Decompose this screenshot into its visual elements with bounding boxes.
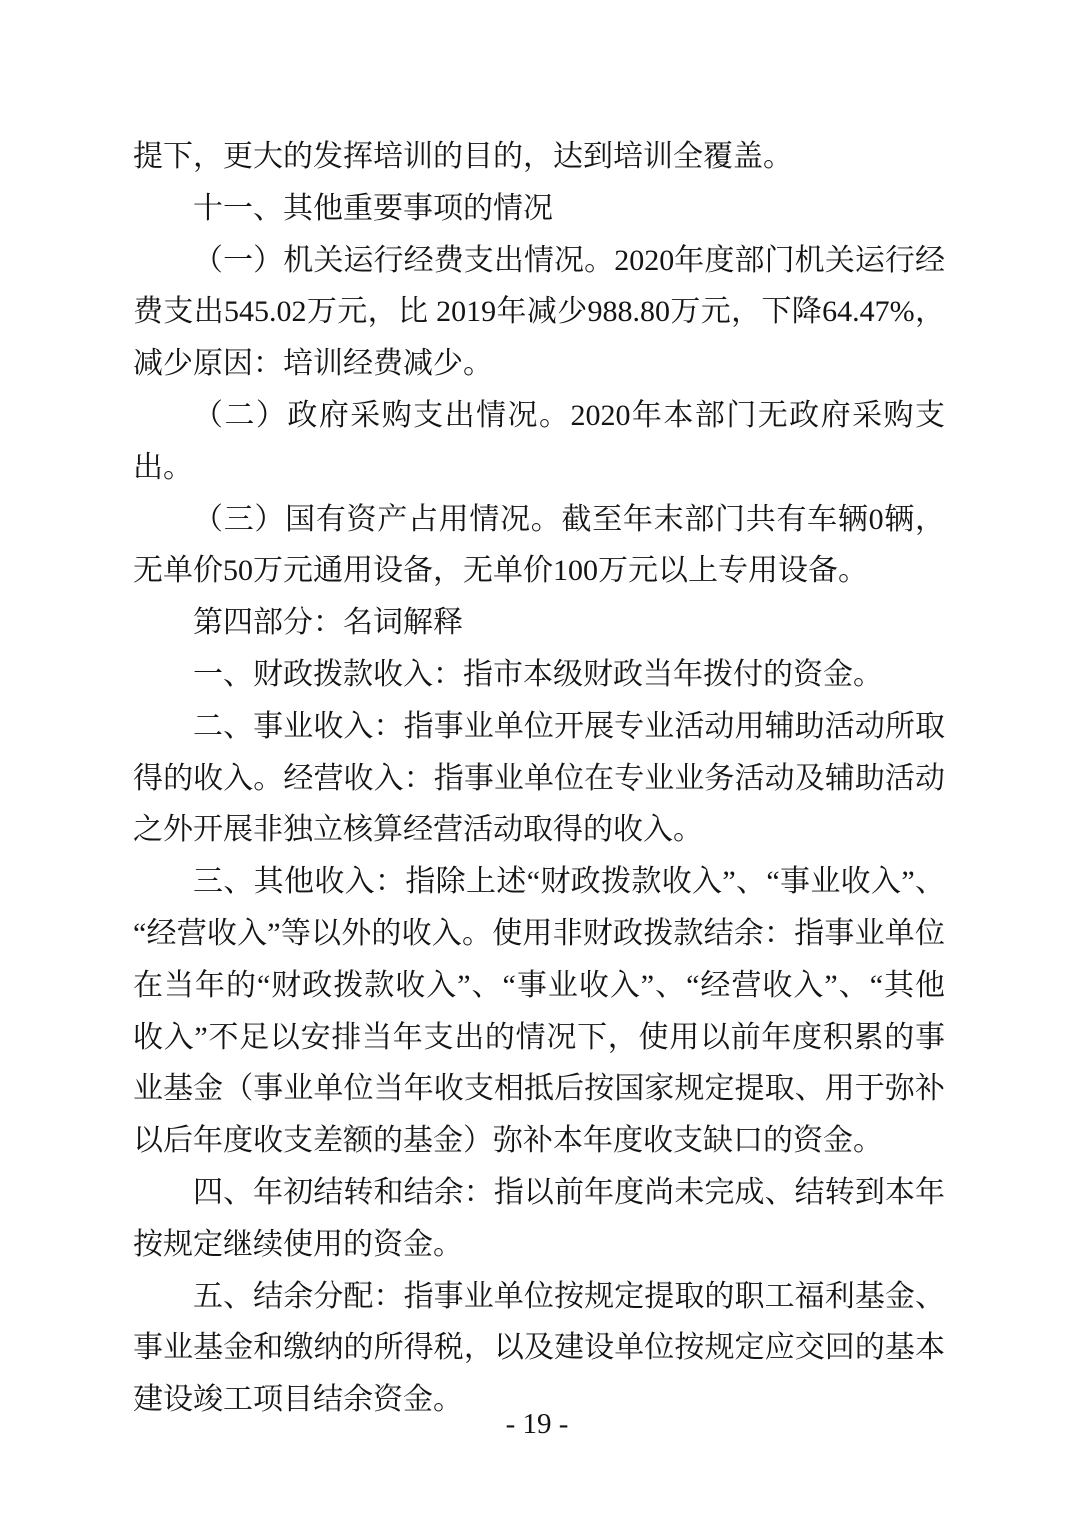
paragraph-operating-expense: （一）机关运行经费支出情况。2020年度部门机关运行经费支出545.02万元，比 2019年减少988.80万元，下降64.47%，减少原因：培训经费减少。 [133,243,945,381]
definition-carryover-and-surplus: 四、年初结转和结余：指以前年度尚未完成、结转到本年按规定继续使用的资金。 [133,1175,945,1261]
paragraph-continuation: 提下，更大的发挥培训的目的，达到培训全覆盖。 [133,140,793,173]
paragraph-government-procurement: （二）政府采购支出情况。2020年本部门无政府采购支出。 [133,398,945,484]
section-heading-glossary: 第四部分：名词解释 [193,606,463,640]
definition-surplus-distribution: 五、结余分配：指事业单位按规定提取的职工福利基金、事业基金和缴纳的所得税，以及建设单位按规定应交回的基本建设竣工项目结余资金。 [133,1279,945,1417]
paragraph-state-assets: （三）国有资产占用情况。截至年末部门共有车辆0辆，无单价50万元通用设备，无单价100万元以上专用设备。 [133,502,945,588]
document-body [133,131,945,1426]
page-footer [0,1404,1074,1444]
definition-other-income: 三、其他收入：指除上述“财政拨款收入”、“事业收入”、“经营收入”等以外的收入。使用非财政拨款结余：指事业单位在当年的“财政拨款收入”、“事业收入”、“经营收入”、“其他收入”不足以安排当年支出的情况下，使用以前年度积累的事业基金（事业单位当年收支相抵后按国家规定提取、用于弥补以后年度收支差额的基金）弥补本年度收支缺口的资金。 [133,865,945,1158]
definition-fiscal-appropriation-income: 一、财政拨款收入：指市本级财政当年拨付的资金。 [193,657,883,691]
section-heading-other-matters: 十一、其他重要事项的情况 [193,191,553,225]
definition-business-income: 二、事业收入：指事业单位开展专业活动用辅助活动所取得的收入。经营收入：指事业单位在专业业务活动及辅助活动之外开展非独立核算经营活动取得的收入。 [133,709,945,847]
page-number: - 19 - [505,1408,569,1440]
